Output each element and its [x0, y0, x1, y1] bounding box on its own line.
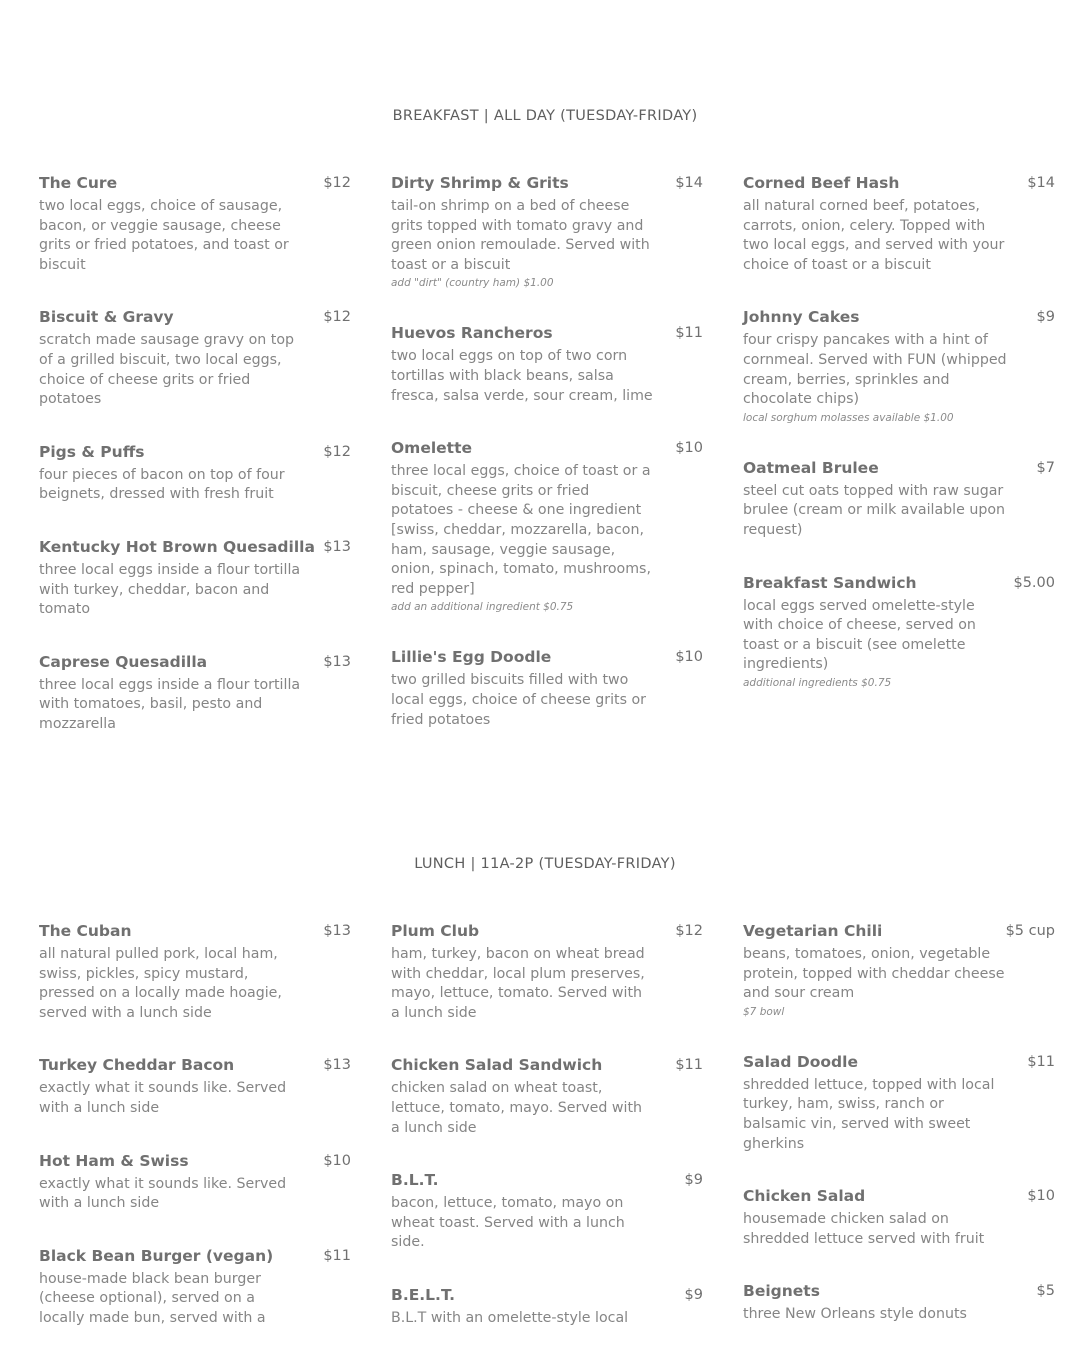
menu-item-header [39, 537, 351, 557]
menu-item [39, 307, 351, 409]
menu-item [391, 1285, 703, 1329]
menu-item-header [743, 458, 1055, 478]
menu-item-price: $11 [675, 325, 703, 342]
menu-item-price: $9 [1036, 309, 1055, 326]
menu-item-header [743, 1186, 1055, 1206]
menu-item [391, 173, 703, 291]
menu-item-price: $14 [675, 175, 703, 191]
menu-item [743, 573, 1055, 691]
menu-item-header [743, 573, 1055, 593]
menu-item [743, 921, 1055, 1020]
menu-item-header [39, 1246, 351, 1266]
menu-item-price: $11 [1027, 1053, 1055, 1070]
menu-item-name: Oatmeal Brulee [743, 458, 879, 477]
menu-item-price: $5 [1036, 1283, 1055, 1300]
menu-item [39, 173, 351, 275]
menu-item-header [39, 921, 351, 941]
menu-item-note: $7 bowl [743, 1005, 785, 1018]
menu-item [39, 652, 351, 735]
menu-item [743, 1281, 1055, 1325]
menu-item-price: $11 [323, 1247, 351, 1264]
menu-item-description: house-made black bean burger (cheese optional), served on a locally made bun, served with a [39, 1270, 266, 1326]
menu-item-header [39, 1055, 351, 1075]
menu-item-header [391, 1170, 703, 1190]
menu-item-name: Dirty Shrimp & Grits [391, 174, 569, 192]
menu-item-description: all natural corned beef, potatoes, carrots, onion, celery. Topped with two local eggs, and served with your choice of toast or a biscuit [743, 198, 1005, 273]
lunch-column-1 [39, 921, 351, 1361]
menu-item-price: $10 [675, 649, 703, 666]
menu-item-description: beans, tomatoes, onion, vegetable protein, topped with cheddar cheese and sour cream [743, 946, 1005, 1002]
menu-item-description: all natural pulled pork, local ham, swiss, pickles, spicy mustard, pressed on a locally made hoagie, served with a lunch side [39, 946, 282, 1021]
menu-item-description: two grilled biscuits filled with two local eggs, choice of cheese grits or fried potatoes [391, 672, 646, 728]
menu-item-name: Huevos Rancheros [391, 324, 553, 343]
menu-item-header [39, 652, 351, 672]
menu-item-price: $5 cup [1005, 923, 1055, 939]
menu-item-name: Omelette [391, 439, 472, 458]
menu-item-name: Breakfast Sandwich [743, 573, 917, 592]
breakfast-column-2 [391, 173, 703, 762]
menu-item-name: Johnny Cakes [743, 308, 860, 327]
menu-item-name: Kentucky Hot Brown Quesadilla [39, 537, 315, 556]
menu-item-header [39, 442, 351, 462]
menu-item [743, 1052, 1055, 1154]
menu-item-description: three local eggs inside a flour tortilla with tomatoes, basil, pesto and mozzarella [39, 676, 301, 732]
menu-item-name: The Cuban [39, 922, 132, 940]
menu-item-price: $10 [675, 440, 703, 457]
menu-item-header [391, 1055, 703, 1075]
menu-item-description: three local eggs, choice of toast or a biscuit, cheese grits or fried potatoes - cheese & one ingredient [swiss, cheddar, mozzarella, bacon, ham, sausage, veggie sausage, onion, spinach, tomato, mushrooms, red pepper] [391, 463, 651, 597]
menu-item-description: four crispy pancakes with a hint of cornmeal. Served with FUN (whipped cream, berries, sprinkles and chocolate chips) [743, 332, 1007, 408]
menu-item-header [743, 1281, 1055, 1301]
lunch-column-2 [391, 921, 703, 1361]
menu-item [743, 173, 1055, 275]
menu-item-price: $13 [323, 1057, 351, 1074]
menu-item-header [743, 921, 1055, 941]
menu-item-note: local sorghum molasses available $1.00 [743, 411, 954, 424]
menu-item-header [391, 323, 703, 343]
menu-item-name: Biscuit & Gravy [39, 308, 174, 327]
menu-item-price: $12 [323, 309, 351, 326]
menu-item-price: $12 [323, 175, 351, 191]
menu-item [39, 442, 351, 505]
menu-item-description: four pieces of bacon on top of four beignets, dressed with fresh fruit [39, 466, 285, 503]
menu-item [39, 537, 351, 620]
menu-item [39, 1055, 351, 1118]
menu-item-name: The Cure [39, 174, 118, 192]
menu-item-header [391, 173, 703, 193]
menu-item-description: chicken salad on wheat toast, lettuce, tomato, mayo. Served with a lunch side [391, 1080, 643, 1136]
breakfast-column-3 [743, 173, 1055, 723]
menu-item [39, 921, 351, 1023]
menu-item-name: Pigs & Puffs [39, 442, 145, 461]
menu-item-name: Hot Ham & Swiss [39, 1151, 189, 1170]
menu-item-name: B.E.L.T. [391, 1285, 456, 1304]
menu-item [391, 647, 703, 730]
menu-item-note: add "dirt" (country ham) $1.00 [391, 277, 554, 290]
menu-item-header [743, 307, 1055, 327]
menu-item [391, 323, 703, 406]
menu-item-description: two local eggs, choice of sausage, bacon, or veggie sausage, cheese grits or fried potatoes, and toast or biscuit [39, 198, 289, 273]
menu-item [391, 438, 703, 615]
menu-item-price: $12 [675, 923, 703, 939]
menu-item [391, 1055, 703, 1138]
menu-item-note: add an additional ingredient $0.75 [391, 601, 574, 614]
menu-item [39, 1151, 351, 1214]
menu-item-description: ham, turkey, bacon on wheat bread with cheddar, local plum preserves, mayo, lettuce, tomato. Served with a lunch side [391, 946, 645, 1021]
menu-item-price: $9 [684, 1286, 703, 1303]
menu-item-price: $11 [675, 1057, 703, 1074]
breakfast-section-title: BREAKFAST | ALL DAY (TUESDAY-FRIDAY) [392, 108, 698, 124]
menu-item-description: three local eggs inside a flour tortilla with turkey, cheddar, bacon and tomato [39, 561, 301, 618]
menu-item-description: three New Orleans style donuts [743, 1306, 967, 1323]
menu-item-header [743, 173, 1055, 193]
lunch-section-title: LUNCH | 11A-2P (TUESDAY-FRIDAY) [414, 856, 676, 872]
menu-item-header [39, 173, 351, 193]
menu-item-name: Lillie's Egg Doodle [391, 648, 552, 667]
menu-item-name: Chicken Salad [743, 1187, 866, 1206]
menu-item-description: local eggs served omelette-style with choice of cheese, served on toast or a biscuit (see omelette ingredients) [743, 597, 976, 673]
menu-item-description: steel cut oats topped with raw sugar brulee (cream or milk available upon request) [743, 482, 1006, 538]
menu-item-header [39, 1151, 351, 1171]
menu-item [39, 1246, 351, 1329]
menu-item-description: exactly what it sounds like. Served with a lunch side [39, 1175, 287, 1212]
menu-item [743, 458, 1055, 541]
menu-item-header [743, 1052, 1055, 1072]
menu-item-name: Salad Doodle [743, 1052, 858, 1071]
menu-item-price: $13 [323, 923, 351, 939]
menu-item-price: $5.00 [1013, 574, 1055, 591]
menu-item-price: $10 [323, 1152, 351, 1169]
menu-item-description: bacon, lettuce, tomato, mayo on wheat toast. Served with a lunch side. [391, 1195, 625, 1251]
menu-item-price: $10 [1027, 1188, 1055, 1205]
menu-item-name: Beignets [743, 1282, 820, 1301]
menu-item-description: B.L.T with an omelette-style local [391, 1309, 629, 1326]
menu-item-description: scratch made sausage gravy on top of a grilled biscuit, two local eggs, choice of cheese grits or fried potatoes [39, 332, 295, 408]
menu-item-name: B.L.T. [391, 1171, 439, 1190]
menu-item-name: Caprese Quesadilla [39, 652, 208, 671]
menu-item-name: Plum Club [391, 922, 480, 940]
menu-item-description: shredded lettuce, topped with local turkey, ham, swiss, ranch or balsamic vin, served with sweet gherkins [743, 1076, 995, 1152]
menu-item-header [391, 921, 703, 941]
menu-item-name: Chicken Salad Sandwich [391, 1056, 603, 1075]
menu-item [743, 307, 1055, 425]
menu-item-header [39, 307, 351, 327]
menu-item [391, 1170, 703, 1253]
menu-item [743, 1186, 1055, 1249]
menu-item-name: Black Bean Burger (vegan) [39, 1246, 274, 1265]
menu-item [391, 921, 703, 1023]
menu-item-description: housemade chicken salad on shredded lettuce served with fruit [743, 1211, 985, 1247]
menu-item-price: $9 [684, 1172, 703, 1189]
menu-item-price: $12 [323, 443, 351, 460]
menu-item-header [391, 1285, 703, 1305]
menu-item-name: Corned Beef Hash [743, 174, 900, 192]
menu-item-price: $7 [1036, 459, 1055, 476]
menu-item-name: Vegetarian Chili [743, 922, 883, 940]
menu-item-price: $14 [1027, 175, 1055, 191]
lunch-column-3 [743, 921, 1055, 1357]
menu-item-price: $13 [323, 538, 351, 555]
menu-item-description: exactly what it sounds like. Served with a lunch side [39, 1080, 287, 1116]
menu-item-header [391, 438, 703, 458]
menu-item-description: tail-on shrimp on a bed of cheese grits topped with tomato gravy and green onion remoulade. Served with toast or a biscuit [391, 198, 650, 273]
menu-item-note: additional ingredients $0.75 [743, 676, 892, 689]
menu-item-price: $13 [323, 653, 351, 670]
menu-item-header [391, 647, 703, 667]
menu-item-name: Turkey Cheddar Bacon [39, 1056, 235, 1075]
menu-item-description: two local eggs on top of two corn tortillas with black beans, salsa fresca, salsa verde, sour cream, lime [391, 348, 653, 404]
breakfast-column-1 [39, 173, 351, 767]
